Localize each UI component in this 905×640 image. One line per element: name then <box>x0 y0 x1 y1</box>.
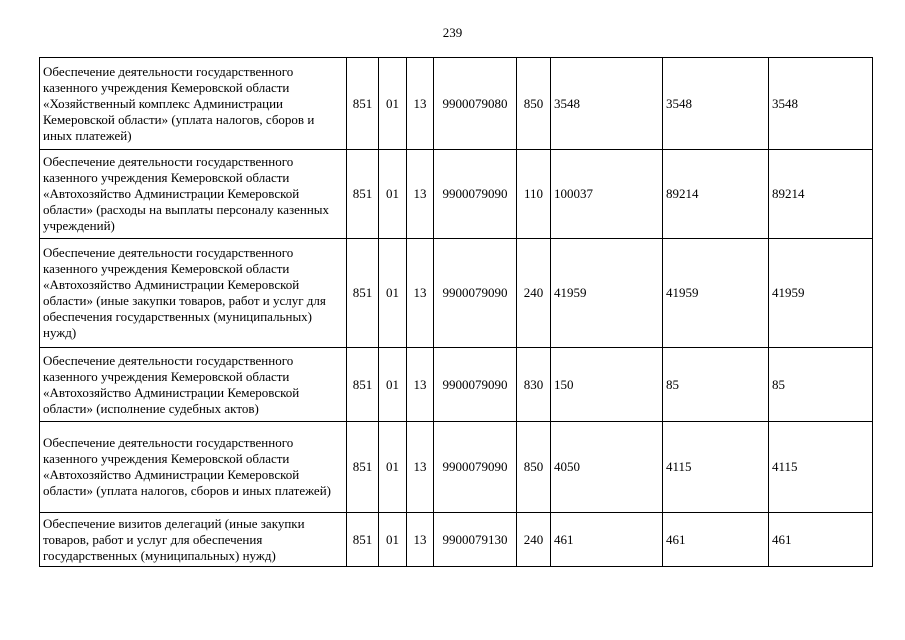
rz-code: 01 <box>379 58 407 150</box>
vr-code: 110 <box>517 150 551 239</box>
pr-code: 13 <box>407 58 434 150</box>
rz-code: 01 <box>379 239 407 348</box>
csr-code: 9900079090 <box>434 348 517 422</box>
pr-code: 13 <box>407 150 434 239</box>
amount-2: 85 <box>663 348 769 422</box>
page-number: 239 <box>442 25 463 40</box>
amount-3: 461 <box>769 513 873 567</box>
amount-3: 3548 <box>769 58 873 150</box>
vr-code: 850 <box>517 58 551 150</box>
rz-code: 01 <box>379 150 407 239</box>
gr-code: 851 <box>347 348 379 422</box>
row-name: Обеспечение деятельности государственного казенного учреждения Кемеровской области «Автохозяйство Администрации Кемеровской области» (уплата налогов, сборов и иных платежей) <box>40 422 347 513</box>
table-row <box>40 150 873 239</box>
amount-1: 4050 <box>551 422 663 513</box>
amount-3: 85 <box>769 348 873 422</box>
vr-code: 830 <box>517 348 551 422</box>
row-name: Обеспечение деятельности государственного казенного учреждения Кемеровской области «Хозяйственный комплекс Администрации Кемеровской области» (уплата налогов, сборов и иных платежей) <box>40 58 347 150</box>
row-name: Обеспечение визитов делегаций (иные закупки товаров, работ и услуг для обеспечения государственных (муниципальных) нужд) <box>40 513 347 567</box>
table-row <box>40 348 873 422</box>
amount-1: 461 <box>551 513 663 567</box>
row-name: Обеспечение деятельности государственного казенного учреждения Кемеровской области «Автохозяйство Администрации Кемеровской области» (расходы на выплаты персоналу казенных учреждений) <box>40 150 347 239</box>
budget-table <box>39 57 873 567</box>
amount-3: 89214 <box>769 150 873 239</box>
gr-code: 851 <box>347 513 379 567</box>
vr-code: 240 <box>517 513 551 567</box>
amount-2: 4115 <box>663 422 769 513</box>
amount-1: 3548 <box>551 58 663 150</box>
csr-code: 9900079090 <box>434 150 517 239</box>
amount-2: 461 <box>663 513 769 567</box>
pr-code: 13 <box>407 239 434 348</box>
amount-2: 89214 <box>663 150 769 239</box>
csr-code: 9900079090 <box>434 239 517 348</box>
amount-1: 150 <box>551 348 663 422</box>
csr-code: 9900079130 <box>434 513 517 567</box>
amount-1: 41959 <box>551 239 663 348</box>
amount-2: 3548 <box>663 58 769 150</box>
table-row <box>40 239 873 348</box>
row-name: Обеспечение деятельности государственного казенного учреждения Кемеровской области «Автохозяйство Администрации Кемеровской области» (исполнение судебных актов) <box>40 348 347 422</box>
pr-code: 13 <box>407 513 434 567</box>
gr-code: 851 <box>347 239 379 348</box>
table-row <box>40 58 873 150</box>
table-row <box>40 513 873 567</box>
csr-code: 9900079090 <box>434 422 517 513</box>
gr-code: 851 <box>347 150 379 239</box>
rz-code: 01 <box>379 348 407 422</box>
gr-code: 851 <box>347 58 379 150</box>
amount-3: 4115 <box>769 422 873 513</box>
gr-code: 851 <box>347 422 379 513</box>
csr-code: 9900079080 <box>434 58 517 150</box>
pr-code: 13 <box>407 422 434 513</box>
amount-2: 41959 <box>663 239 769 348</box>
row-name: Обеспечение деятельности государственного казенного учреждения Кемеровской области «Автохозяйство Администрации Кемеровской области» (иные закупки товаров, работ и услуг для обеспечения государственных (муниципальных) нужд) <box>40 239 347 348</box>
rz-code: 01 <box>379 513 407 567</box>
table-row <box>40 422 873 513</box>
amount-1: 100037 <box>551 150 663 239</box>
rz-code: 01 <box>379 422 407 513</box>
vr-code: 240 <box>517 239 551 348</box>
vr-code: 850 <box>517 422 551 513</box>
pr-code: 13 <box>407 348 434 422</box>
amount-3: 41959 <box>769 239 873 348</box>
